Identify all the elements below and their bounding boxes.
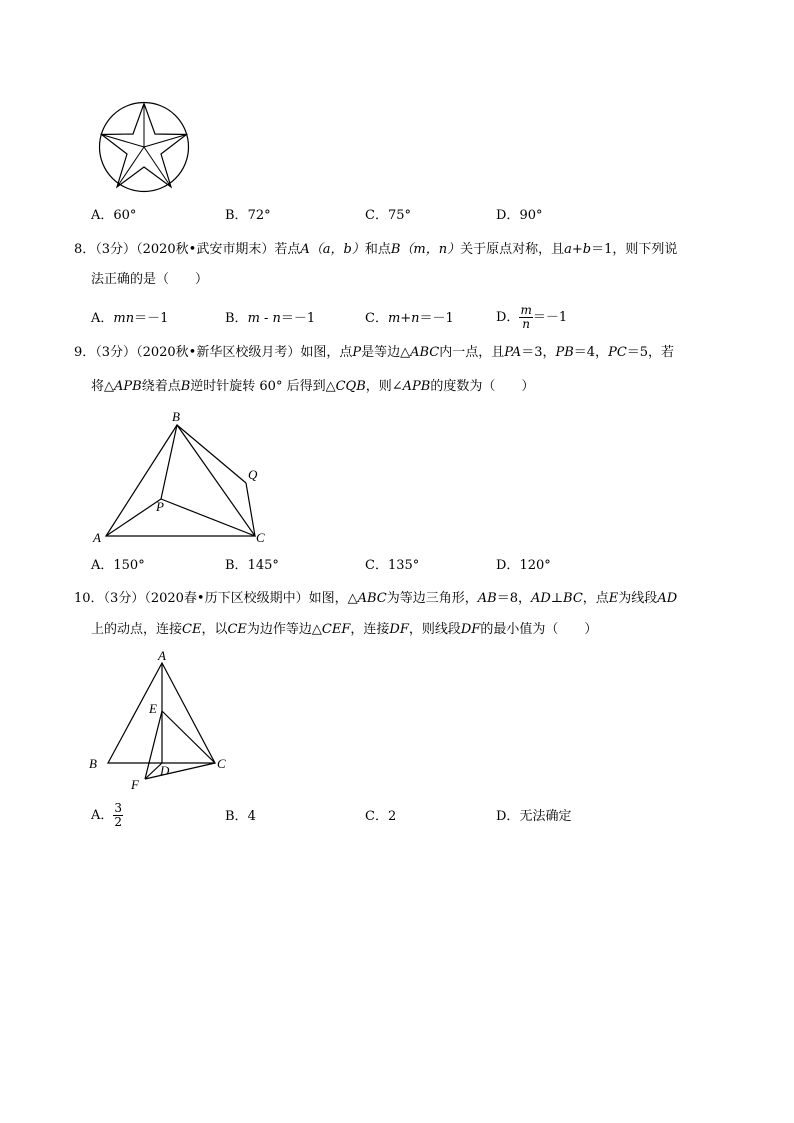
q7-option-c: C．75°: [365, 208, 411, 223]
q10-option-a: A． $\frac{3}{2}$: [91, 801, 123, 829]
q9-label-p: P: [156, 499, 164, 514]
q10-fraction: $\frac{3}{2}$: [114, 801, 123, 829]
q9-option-b: B．145°: [225, 558, 279, 573]
q8-source: （2020秋•武安市期末）: [136, 242, 275, 257]
q10-label-d: D: [160, 763, 170, 778]
q9-option-a: A．150°: [91, 558, 145, 573]
q10-label-a: A: [158, 648, 166, 663]
q9-stem-line2: 将△APB绕着点B逆时针旋转 60° 后得到△CQB，则∠APB的度数为（ ）: [91, 379, 535, 394]
q8-stem-line1: 8．（3分）（2020秋•武安市期末）若点A（a，b）和点B（m，n）关于原点对称，且a+b＝1，则下列说: [74, 242, 678, 257]
q10-source: （2020春•历下区校级期中）: [144, 591, 309, 606]
q9-triangle-figure: [90, 405, 280, 550]
q8-option-b: B．m - n＝－1: [225, 311, 316, 326]
q8-number: 8．: [74, 242, 96, 257]
q8-stem-line2: 法正确的是（ ）: [91, 272, 209, 287]
q9-label-b: B: [172, 409, 180, 424]
q8-option-c: C．m+n＝－1: [365, 311, 454, 326]
q7-option-b: B．72°: [225, 208, 271, 223]
q10-option-d: D．无法确定: [496, 809, 572, 824]
q9-source: （2020秋•新华区校级月考）: [136, 345, 301, 360]
q9-stem-line1: 9．（3分）（2020秋•新华区校级月考）如图，点P是等边△ABC内一点，且PA＝3，PB＝4，PC＝5，若: [74, 345, 675, 360]
q8-option-d: D． $\frac{m}{n}$ ＝－1: [496, 303, 568, 331]
q10-option-b: B．4: [225, 809, 256, 824]
q10-triangle-figure: [85, 645, 245, 795]
q8-option-a: A．mn＝－1: [91, 311, 169, 326]
q10-number: 10．: [74, 591, 104, 606]
q9-label-q: Q: [248, 467, 258, 482]
q10-label-e: E: [149, 701, 157, 716]
star-in-circle-figure: [94, 100, 194, 194]
q9-option-c: C．135°: [365, 558, 420, 573]
q10-label-c: C: [217, 756, 226, 771]
q10-stem-line1: 10．（3分）（2020春•历下区校级期中）如图，△ABC为等边三角形，AB＝8，AD⊥BC，点E为线段AD: [74, 591, 678, 606]
q10-label-f: F: [131, 777, 139, 792]
q7-option-d: D．90°: [496, 208, 543, 223]
q10-option-c: C．2: [365, 809, 397, 824]
q9-label-c: C: [256, 530, 265, 545]
q8-fraction: $\frac{m}{n}$: [520, 303, 532, 331]
q10-stem-line2: 上的动点，连接CE，以CE为边作等边△CEF，连接DF，则线段DF的最小值为（ ）: [91, 622, 598, 637]
q9-label-a: A: [93, 530, 101, 545]
q9-option-d: D．120°: [496, 558, 551, 573]
q7-option-a: A．60°: [91, 208, 137, 223]
q9-number: 9．: [74, 345, 96, 360]
q10-label-b: B: [89, 756, 97, 771]
